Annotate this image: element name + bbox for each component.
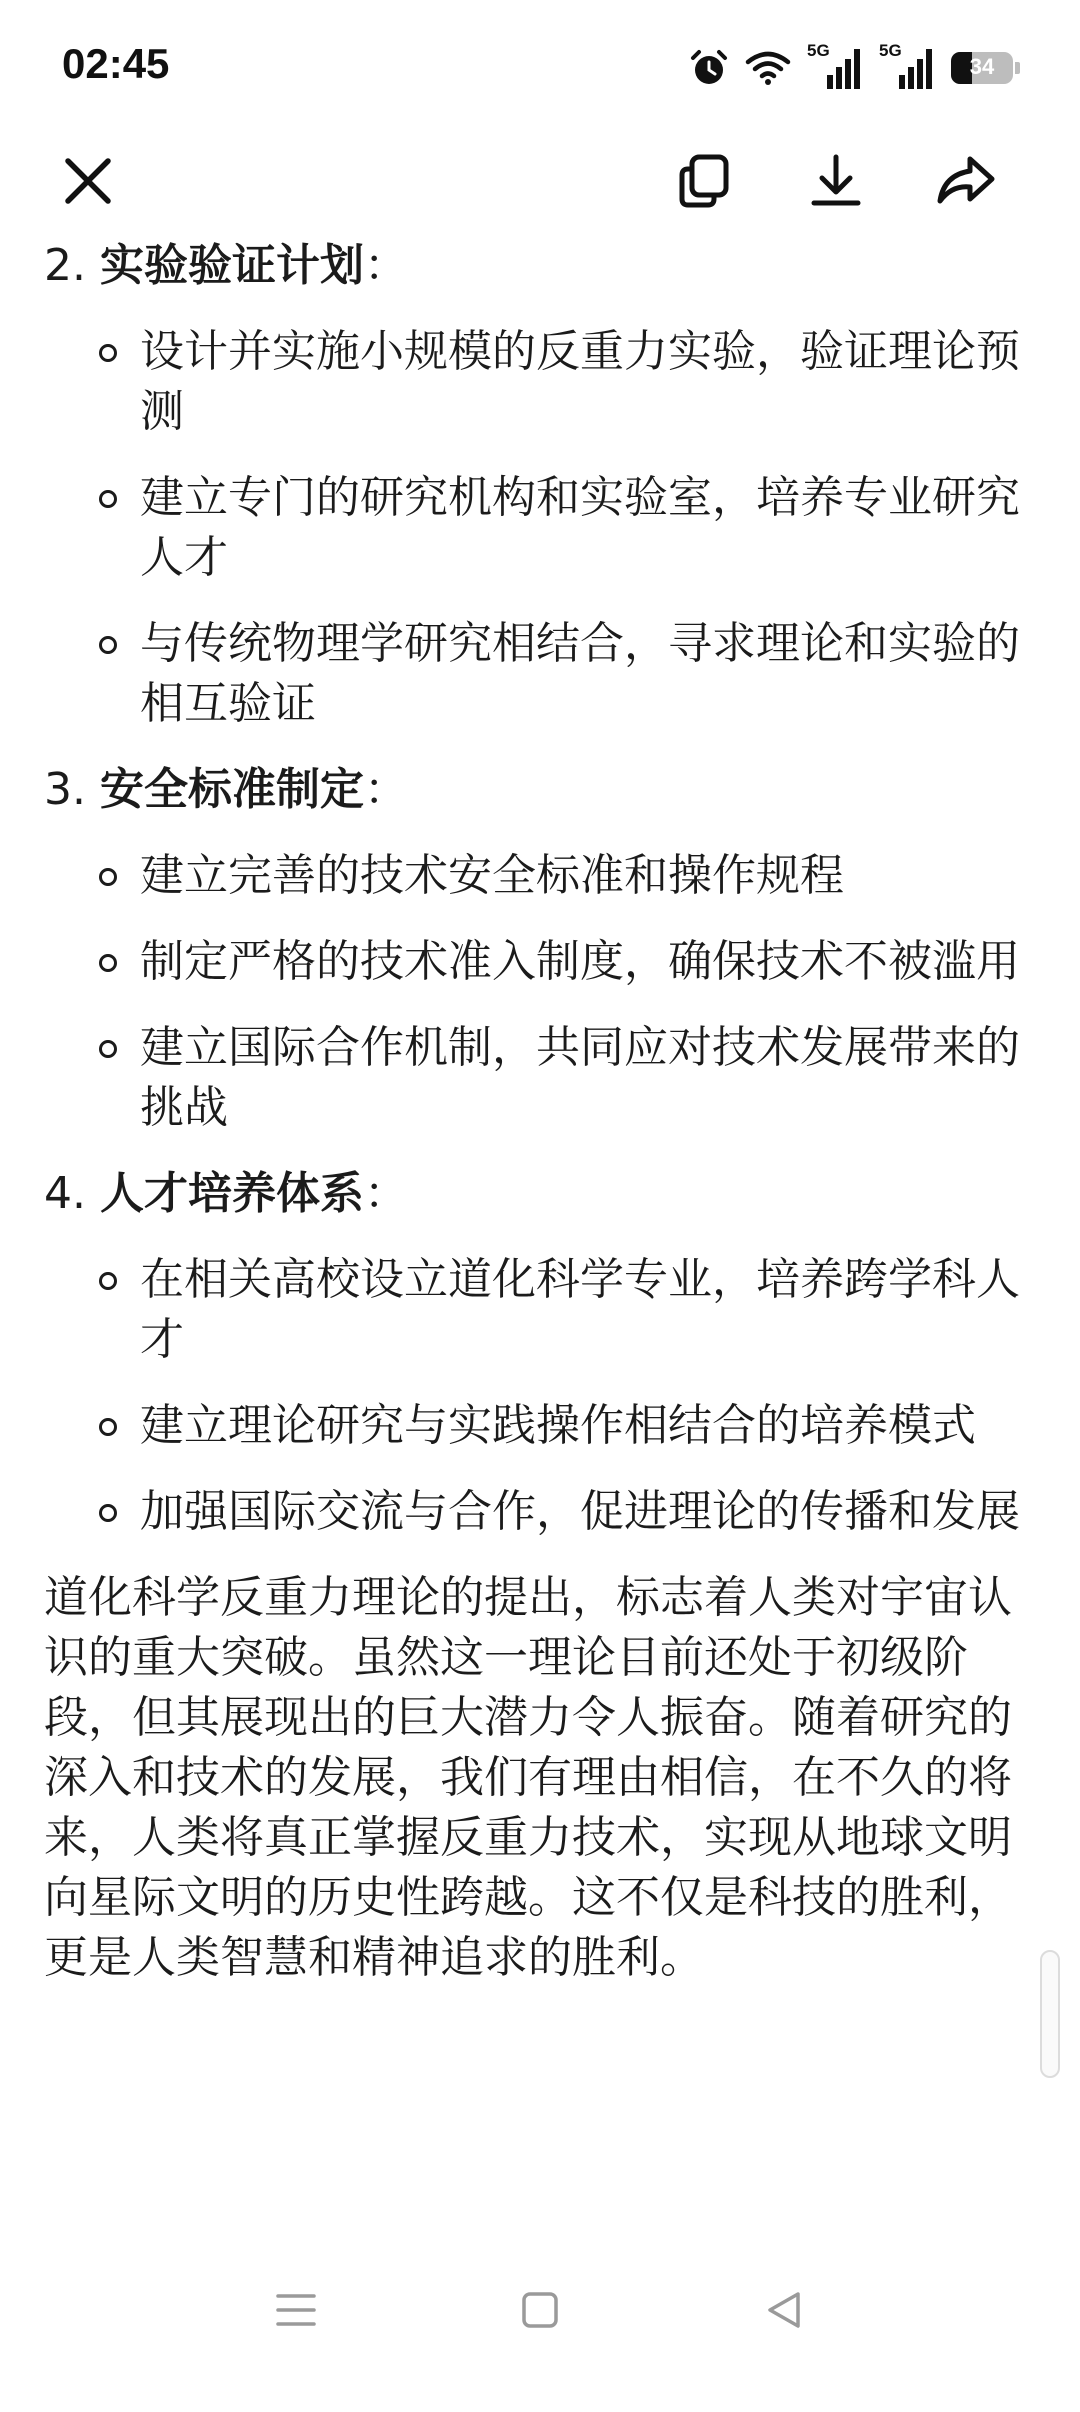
alarm-icon — [689, 48, 729, 88]
list-item-text: 建立专门的研究机构和实验室，培养专业研究人才 — [140, 472, 1020, 583]
conclusion-paragraph: 道化科学反重力理论的提出，标志着人类对宇宙认识的重大突破。虽然这一理论目前还处于初级阶段，但其展现出的巨大潜力令人振奋。随着研究的深入和技术的发展，我们有理由相信，在不久的将来，人类将真正掌握反重力技术，实现从地球文明向星际文明的历史性跨越。这不仅是科技的胜利，更是人类智慧和精神追求的胜利。 — [44, 1572, 1012, 1983]
section-heading — [44, 1164, 1036, 1224]
share-icon — [934, 151, 998, 211]
bullet-list — [44, 322, 1036, 734]
section — [44, 236, 1036, 734]
bullet-marker — [99, 954, 117, 972]
status-time: 02:45 — [62, 40, 170, 87]
list-item-text: 建立国际合作机制，共同应对技术发展带来的挑战 — [140, 1022, 1020, 1133]
home-button[interactable] — [500, 2270, 580, 2350]
list-item-text: 建立完善的技术安全标准和操作规程 — [140, 850, 844, 901]
menu-button[interactable] — [256, 2270, 336, 2350]
signal-5g-icon — [879, 41, 935, 91]
list-item — [44, 1482, 1036, 1542]
battery-tip — [1015, 62, 1020, 74]
list-item-text: 制定严格的技术准入制度，确保技术不被滥用 — [140, 936, 1020, 987]
bullet-marker — [99, 636, 117, 654]
scroll-handle[interactable] — [1040, 1950, 1060, 2078]
section-number: 4. — [44, 1168, 86, 1219]
home-icon — [520, 2290, 560, 2330]
list-item — [44, 1396, 1036, 1456]
back-icon — [764, 2290, 804, 2330]
list-item — [44, 932, 1036, 992]
bullet-list — [44, 1250, 1036, 1542]
download-icon — [806, 151, 866, 211]
list-item — [44, 1250, 1036, 1370]
wifi-icon — [745, 50, 791, 86]
bullet-marker — [99, 1418, 117, 1436]
list-item-text: 加强国际交流与合作，促进理论的传播和发展 — [140, 1486, 1020, 1537]
battery-percent: 34 — [969, 54, 995, 79]
back-button[interactable] — [744, 2270, 824, 2350]
section-suffix: ： — [363, 1168, 408, 1219]
section-heading — [44, 236, 1036, 296]
bullet-marker — [99, 1272, 117, 1290]
menu-icon — [274, 2290, 318, 2330]
list-item — [44, 1018, 1036, 1138]
section — [44, 1164, 1036, 1542]
close-icon — [60, 153, 116, 209]
signal-5g-icon — [807, 41, 863, 91]
status-bar — [0, 0, 1080, 120]
list-item — [44, 614, 1036, 734]
section-suffix: ： — [363, 240, 408, 291]
article-content — [44, 236, 1036, 2032]
section-title: 人才培养体系 — [99, 1168, 364, 1219]
list-item-text: 建立理论研究与实践操作相结合的培养模式 — [140, 1400, 976, 1451]
list-item-text: 在相关高校设立道化科学专业，培养跨学科人才 — [140, 1254, 1020, 1365]
section-number: 3. — [44, 764, 86, 815]
bullet-marker — [99, 1040, 117, 1058]
list-item — [44, 468, 1036, 588]
bullet-list — [44, 846, 1036, 1138]
signal-label: 5G — [807, 41, 830, 60]
list-item-text: 设计并实施小规模的反重力实验，验证理论预测 — [140, 326, 1020, 437]
battery-icon — [951, 52, 1013, 84]
section-title: 实验验证计划 — [99, 240, 364, 291]
download-button[interactable] — [800, 145, 872, 217]
bullet-marker — [99, 490, 117, 508]
section-title: 安全标准制定 — [99, 764, 364, 815]
bullet-marker — [99, 344, 117, 362]
copy-icon — [674, 151, 734, 211]
section — [44, 760, 1036, 1138]
section-suffix: ： — [363, 764, 408, 815]
copy-button[interactable] — [668, 145, 740, 217]
signal-label: 5G — [879, 41, 902, 60]
sections — [44, 236, 1036, 1542]
list-item-text: 与传统物理学研究相结合，寻求理论和实验的相互验证 — [140, 618, 1020, 729]
share-button[interactable] — [930, 145, 1002, 217]
list-item — [44, 846, 1036, 906]
bullet-marker — [99, 1504, 117, 1522]
status-icons — [689, 41, 1020, 92]
bullet-marker — [99, 868, 117, 886]
close-button[interactable] — [52, 145, 124, 217]
list-item — [44, 322, 1036, 442]
section-heading — [44, 760, 1036, 820]
section-number: 2. — [44, 240, 86, 291]
